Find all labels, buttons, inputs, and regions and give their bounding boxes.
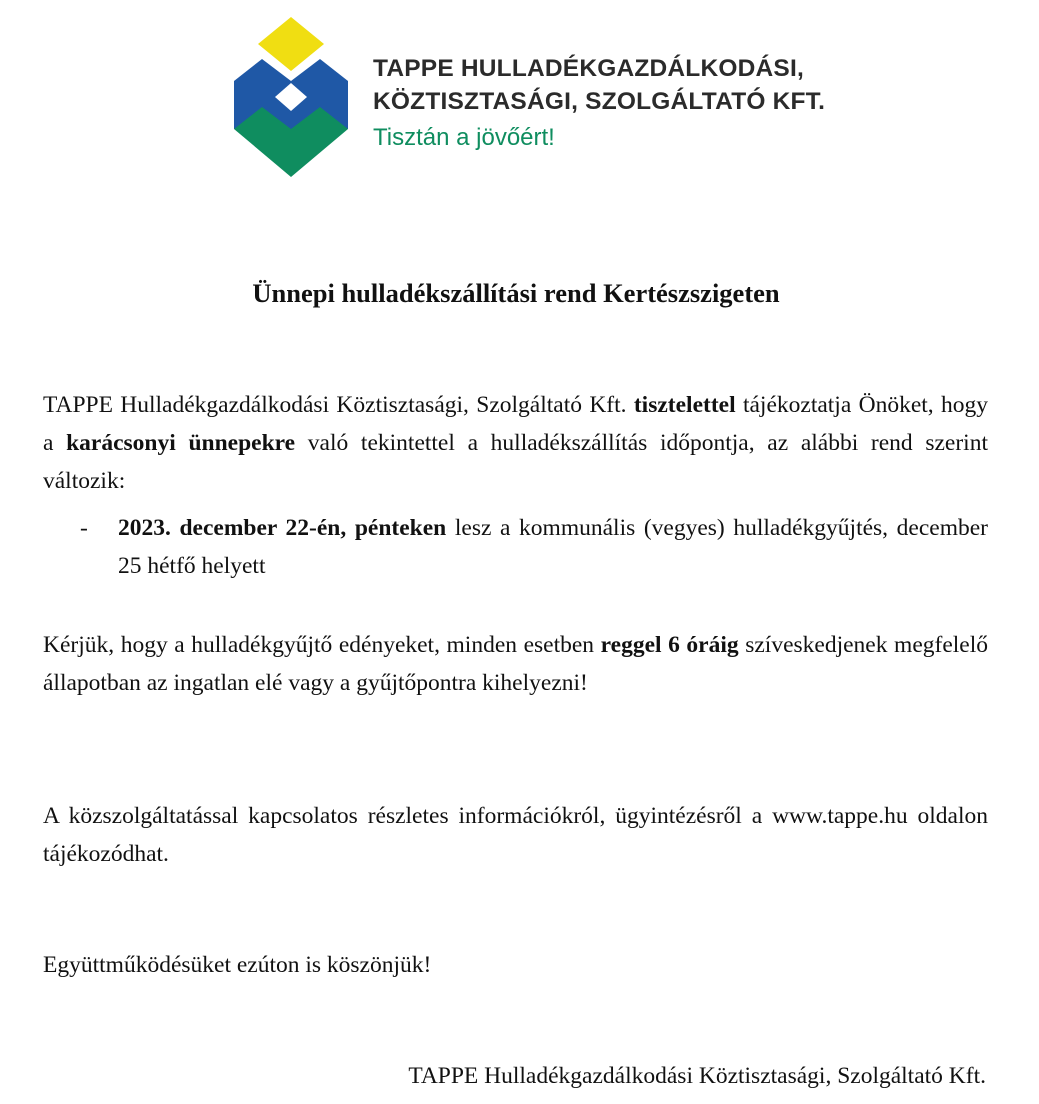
schedule-rest: lesz a kommunális (vegyes) hulladékgyűjtés, december 25 hétfő helyett [118,515,988,579]
list-dash: - [80,515,88,541]
intro-bold-1: tisztelettel [633,392,736,418]
schedule-list [43,509,988,585]
logo-text [373,52,825,153]
request-bold: reggel 6 óráig [600,632,739,658]
request-text-2: szíveskedjenek megfelelő állapotban az ingatlan elé vagy a gyűjtőpontra kihelyezni! [43,632,989,696]
intro-text-2: tájékoztatja Önöket, hogy a [43,392,988,456]
thanks-paragraph: Együttműködésüket ezúton is köszönjük! [43,952,432,978]
logo-company-line-2: KÖZTISZTASÁGI, SZOLGÁLTATÓ KFT. [373,88,826,115]
logo-company-line-1: TAPPE HULLADÉKGAZDÁLKODÁSI, [373,55,804,82]
page-title: Ünnepi hulladékszállítási rend Kertészszigeten [252,278,780,308]
request-text-1: Kérjük, hogy a hulladékgyűjtő edényeket, minden esetben [43,632,601,658]
tappe-logo-mark-icon [234,17,348,177]
request-paragraph [43,626,988,702]
intro-paragraph [43,386,988,500]
intro-text-1: TAPPE Hulladékgazdálkodási Köztisztasági, Szolgáltató Kft. [43,392,634,418]
schedule-text [118,509,988,585]
intro-bold-2: karácsonyi ünnepekre [66,430,296,456]
signature: TAPPE Hulladékgazdálkodási Köztisztasági, Szolgáltató Kft. [408,1063,986,1089]
schedule-date: 2023. december 22-én, pénteken [118,515,447,541]
intro-text-3: való tekintettel a hulladékszállítás időpontja, az alábbi rend szerint változik: [43,430,988,494]
logo-yellow-diamond [258,17,324,71]
info-paragraph: A közszolgáltatással kapcsolatos részletes információkról, ügyintézésről a www.tappe.hu oldalon tájékozódhat. [43,803,988,867]
logo-slogan: Tisztán a jövőért! [373,124,555,151]
list-item [43,509,988,585]
